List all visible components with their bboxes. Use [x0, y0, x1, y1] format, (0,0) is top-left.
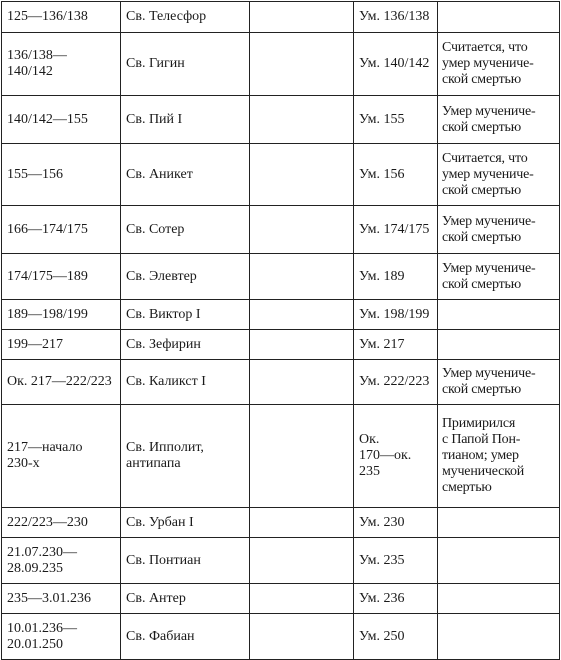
- name-cell: Св. Антер: [121, 584, 250, 614]
- table-row: [2, 538, 560, 584]
- note-cell: Умер мучениче- ской смертью: [438, 206, 560, 254]
- name-cell: Св. Гигин: [121, 33, 250, 96]
- years-cell: 140/142—155: [2, 96, 121, 144]
- empty-cell: [250, 614, 354, 660]
- years-cell: 21.07.230— 28.09.235: [2, 538, 121, 584]
- name-cell: Св. Урбан I: [121, 508, 250, 538]
- table-row: [2, 405, 560, 508]
- empty-cell: [250, 538, 354, 584]
- years-cell: 174/175—189: [2, 254, 121, 300]
- years-cell: 155—156: [2, 144, 121, 206]
- table-row: [2, 300, 560, 330]
- empty-cell: [250, 330, 354, 360]
- note-cell: [438, 2, 560, 33]
- empty-cell: [250, 405, 354, 508]
- table-row: [2, 33, 560, 96]
- years-cell: 222/223—230: [2, 508, 121, 538]
- popes-table: [1, 1, 560, 660]
- name-cell: Св. Виктор I: [121, 300, 250, 330]
- name-cell: Св. Пий I: [121, 96, 250, 144]
- death-cell: Ум. 198/199: [354, 300, 438, 330]
- name-cell: Св. Элевтер: [121, 254, 250, 300]
- empty-cell: [250, 584, 354, 614]
- years-cell: 136/138— 140/142: [2, 33, 121, 96]
- table-row: [2, 508, 560, 538]
- death-cell: Ум. 174/175: [354, 206, 438, 254]
- note-cell: [438, 508, 560, 538]
- death-cell: Ум. 140/142: [354, 33, 438, 96]
- years-cell: 125—136/138: [2, 2, 121, 33]
- years-cell: 235—3.01.236: [2, 584, 121, 614]
- name-cell: Св. Телесфор: [121, 2, 250, 33]
- note-cell: [438, 584, 560, 614]
- death-cell: Ум. 250: [354, 614, 438, 660]
- name-cell: Св. Понтиан: [121, 538, 250, 584]
- name-cell: Св. Зефирин: [121, 330, 250, 360]
- note-cell: Умер мучениче- ской смертью: [438, 254, 560, 300]
- death-cell: Ум. 189: [354, 254, 438, 300]
- note-cell: [438, 300, 560, 330]
- table-row: [2, 584, 560, 614]
- note-cell: Умер мучениче- ской смертью: [438, 96, 560, 144]
- note-cell: [438, 538, 560, 584]
- years-cell: 10.01.236— 20.01.250: [2, 614, 121, 660]
- years-cell: 199—217: [2, 330, 121, 360]
- note-cell: [438, 330, 560, 360]
- death-cell: Ум. 235: [354, 538, 438, 584]
- note-cell: Примирился с Папой Пон- тианом; умер мученической смертью: [438, 405, 560, 508]
- death-cell: Ок. 170—ок. 235: [354, 405, 438, 508]
- death-cell: Ум. 156: [354, 144, 438, 206]
- table-row: [2, 96, 560, 144]
- empty-cell: [250, 144, 354, 206]
- death-cell: Ум. 222/223: [354, 360, 438, 405]
- years-cell: 217—начало 230-х: [2, 405, 121, 508]
- note-cell: [438, 614, 560, 660]
- empty-cell: [250, 33, 354, 96]
- table-row: [2, 614, 560, 660]
- empty-cell: [250, 2, 354, 33]
- death-cell: Ум. 155: [354, 96, 438, 144]
- name-cell: Св. Аникет: [121, 144, 250, 206]
- death-cell: Ум. 236: [354, 584, 438, 614]
- name-cell: Св. Каликст I: [121, 360, 250, 405]
- table-row: [2, 330, 560, 360]
- empty-cell: [250, 96, 354, 144]
- note-cell: Считается, что умер мучениче- ской смертью: [438, 144, 560, 206]
- table-row: [2, 144, 560, 206]
- years-cell: 166—174/175: [2, 206, 121, 254]
- name-cell: Св. Сотер: [121, 206, 250, 254]
- death-cell: Ум. 136/138: [354, 2, 438, 33]
- death-cell: Ум. 230: [354, 508, 438, 538]
- years-cell: 189—198/199: [2, 300, 121, 330]
- table-row: [2, 254, 560, 300]
- empty-cell: [250, 508, 354, 538]
- name-cell: Св. Фабиан: [121, 614, 250, 660]
- table-row: [2, 2, 560, 33]
- table-row: [2, 206, 560, 254]
- empty-cell: [250, 300, 354, 330]
- name-cell: Св. Ипполит, антипапа: [121, 405, 250, 508]
- death-cell: Ум. 217: [354, 330, 438, 360]
- years-cell: Ок. 217—222/223: [2, 360, 121, 405]
- note-cell: Умер мучениче- ской смертью: [438, 360, 560, 405]
- empty-cell: [250, 254, 354, 300]
- table-row: [2, 360, 560, 405]
- empty-cell: [250, 360, 354, 405]
- empty-cell: [250, 206, 354, 254]
- note-cell: Считается, что умер мучениче- ской смертью: [438, 33, 560, 96]
